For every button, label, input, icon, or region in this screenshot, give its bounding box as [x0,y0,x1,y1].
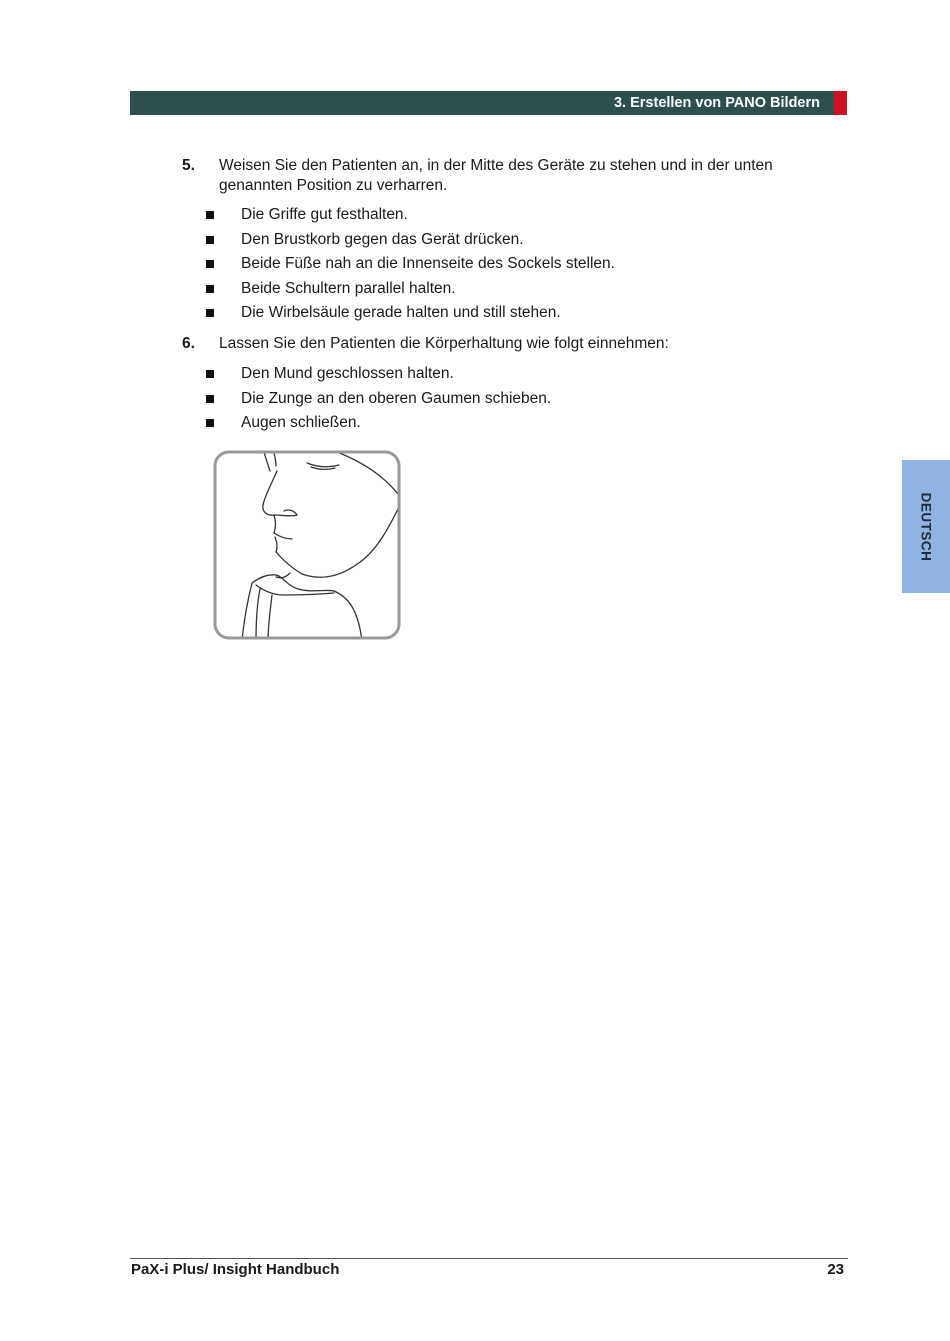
patient-posture-illustration [212,449,402,641]
bullet-square-icon [206,285,214,293]
language-tab [902,460,950,593]
list-item-text: Die Griffe gut festhalten. [241,206,408,223]
step-number: 6. [182,335,195,352]
step-text: Lassen Sie den Patienten die Körperhaltung wie folgt einnehmen: [219,335,669,352]
page-number: 23 [827,1261,844,1278]
bullet-square-icon [206,260,214,268]
bullet-square-icon [206,395,214,403]
step-number: 5. [182,157,195,174]
bullet-square-icon [206,211,214,219]
list-item-text: Den Brustkorb gegen das Gerät drücken. [241,231,524,248]
language-tab-label: DEUTSCH [918,492,934,561]
bullet-square-icon [206,236,214,244]
bullet-square-icon [206,419,214,427]
list-item-text: Beide Füße nah an die Innenseite des Sockels stellen. [241,255,615,272]
section-title: 3. Erstellen von PANO Bildern [613,95,820,111]
list-item-text: Die Zunge an den oberen Gaumen schieben. [241,390,552,407]
bullet-square-icon [206,309,214,317]
list-item-text: Beide Schultern parallel halten. [241,280,456,297]
bullet-square-icon [206,370,214,378]
section-header-bar [130,91,834,115]
list-item-text: Den Mund geschlossen halten. [241,365,454,382]
list-item-text: Die Wirbelsäule gerade halten und still stehen. [241,304,561,321]
section-header-accent [834,91,847,115]
footer-manual-title: PaX-i Plus/ Insight Handbuch [131,1261,340,1278]
list-item-text: Augen schließen. [241,414,361,431]
footer-divider [130,1258,848,1259]
step-text: Weisen Sie den Patienten an, in der Mitte des Geräte zu stehen und in der unten genannten Position zu verharren. [219,157,773,194]
